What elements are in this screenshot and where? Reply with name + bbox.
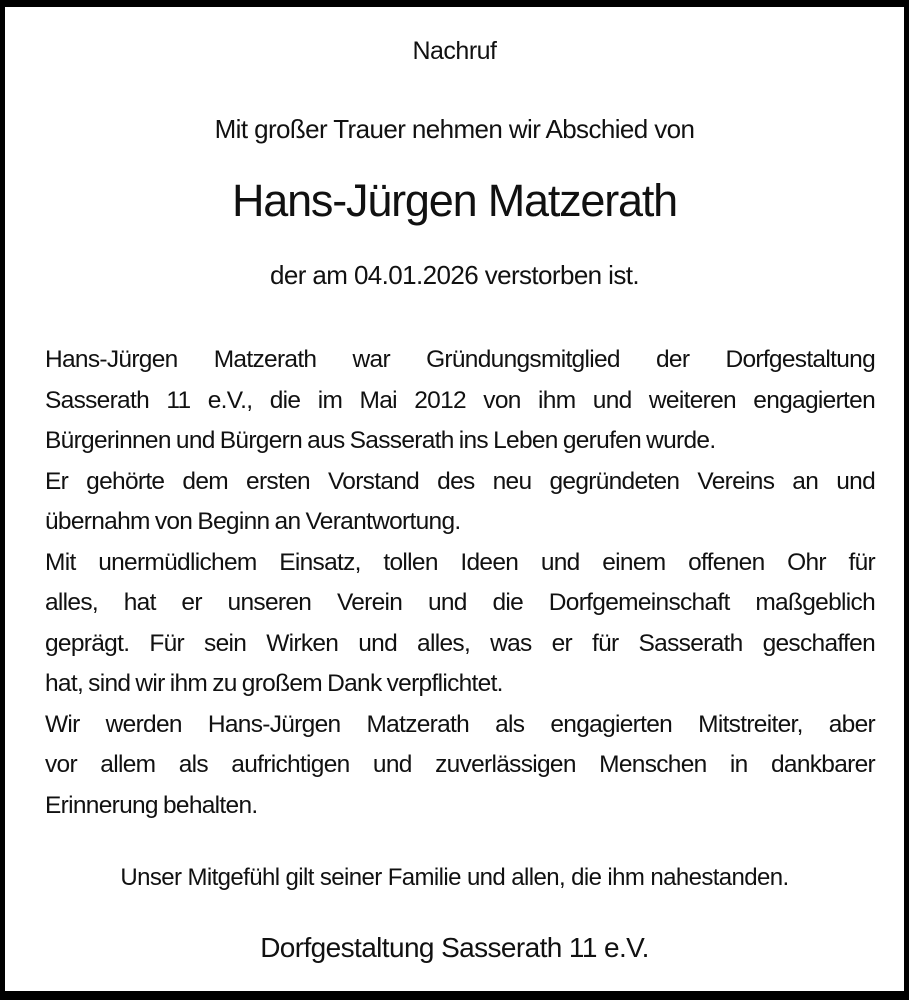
deceased-name: Hans-Jürgen Matzerath bbox=[231, 175, 677, 226]
body-line: Sasserath 11 e.V., die im Mai 2012 von ihm und weiteren engagierten bbox=[45, 386, 875, 414]
body-line: Erinnerung behalten. bbox=[45, 791, 258, 819]
intro-text: Mit großer Trauer nehmen wir Abschied von bbox=[214, 114, 695, 144]
body-line: Er gehörte dem ersten Vorstand des neu gegründeten Vereins an und bbox=[45, 467, 875, 495]
body-line: Hans-Jürgen Matzerath war Gründungsmitglied der Dorfgestaltung bbox=[45, 346, 875, 373]
obituary-heading: Nachruf bbox=[412, 37, 497, 65]
body-line: Bürgerinnen und Bürgern aus Sasserath ins Leben gerufen wurde. bbox=[45, 427, 716, 454]
body-line: alles, hat er unseren Verein und die Dorfgemeinschaft maßgeblich bbox=[45, 589, 875, 616]
body-line: Mit unermüdlichem Einsatz, tollen Ideen und einem offenen Ohr für bbox=[45, 548, 875, 576]
body-line: hat, sind wir ihm zu großem Dank verpflichtet. bbox=[45, 670, 503, 697]
death-date-line: der am 04.01.2026 verstorben ist. bbox=[270, 260, 639, 290]
body-line: geprägt. Für sein Wirken und alles, was er für Sasserath geschaffen bbox=[45, 629, 875, 657]
condolence-text: Unser Mitgefühl gilt seiner Familie und allen, die ihm nahestanden. bbox=[120, 864, 789, 891]
signature: Dorfgestaltung Sasserath 11 e.V. bbox=[260, 932, 649, 963]
body-line: Wir werden Hans-Jürgen Matzerath als engagierten Mitstreiter, aber bbox=[45, 710, 875, 738]
obituary-body bbox=[45, 340, 875, 826]
body-line: übernahm von Beginn an Verantwortung. bbox=[45, 508, 461, 535]
body-line: vor allem als aufrichtigen und zuverlässigen Menschen in dankbarer bbox=[45, 751, 875, 778]
